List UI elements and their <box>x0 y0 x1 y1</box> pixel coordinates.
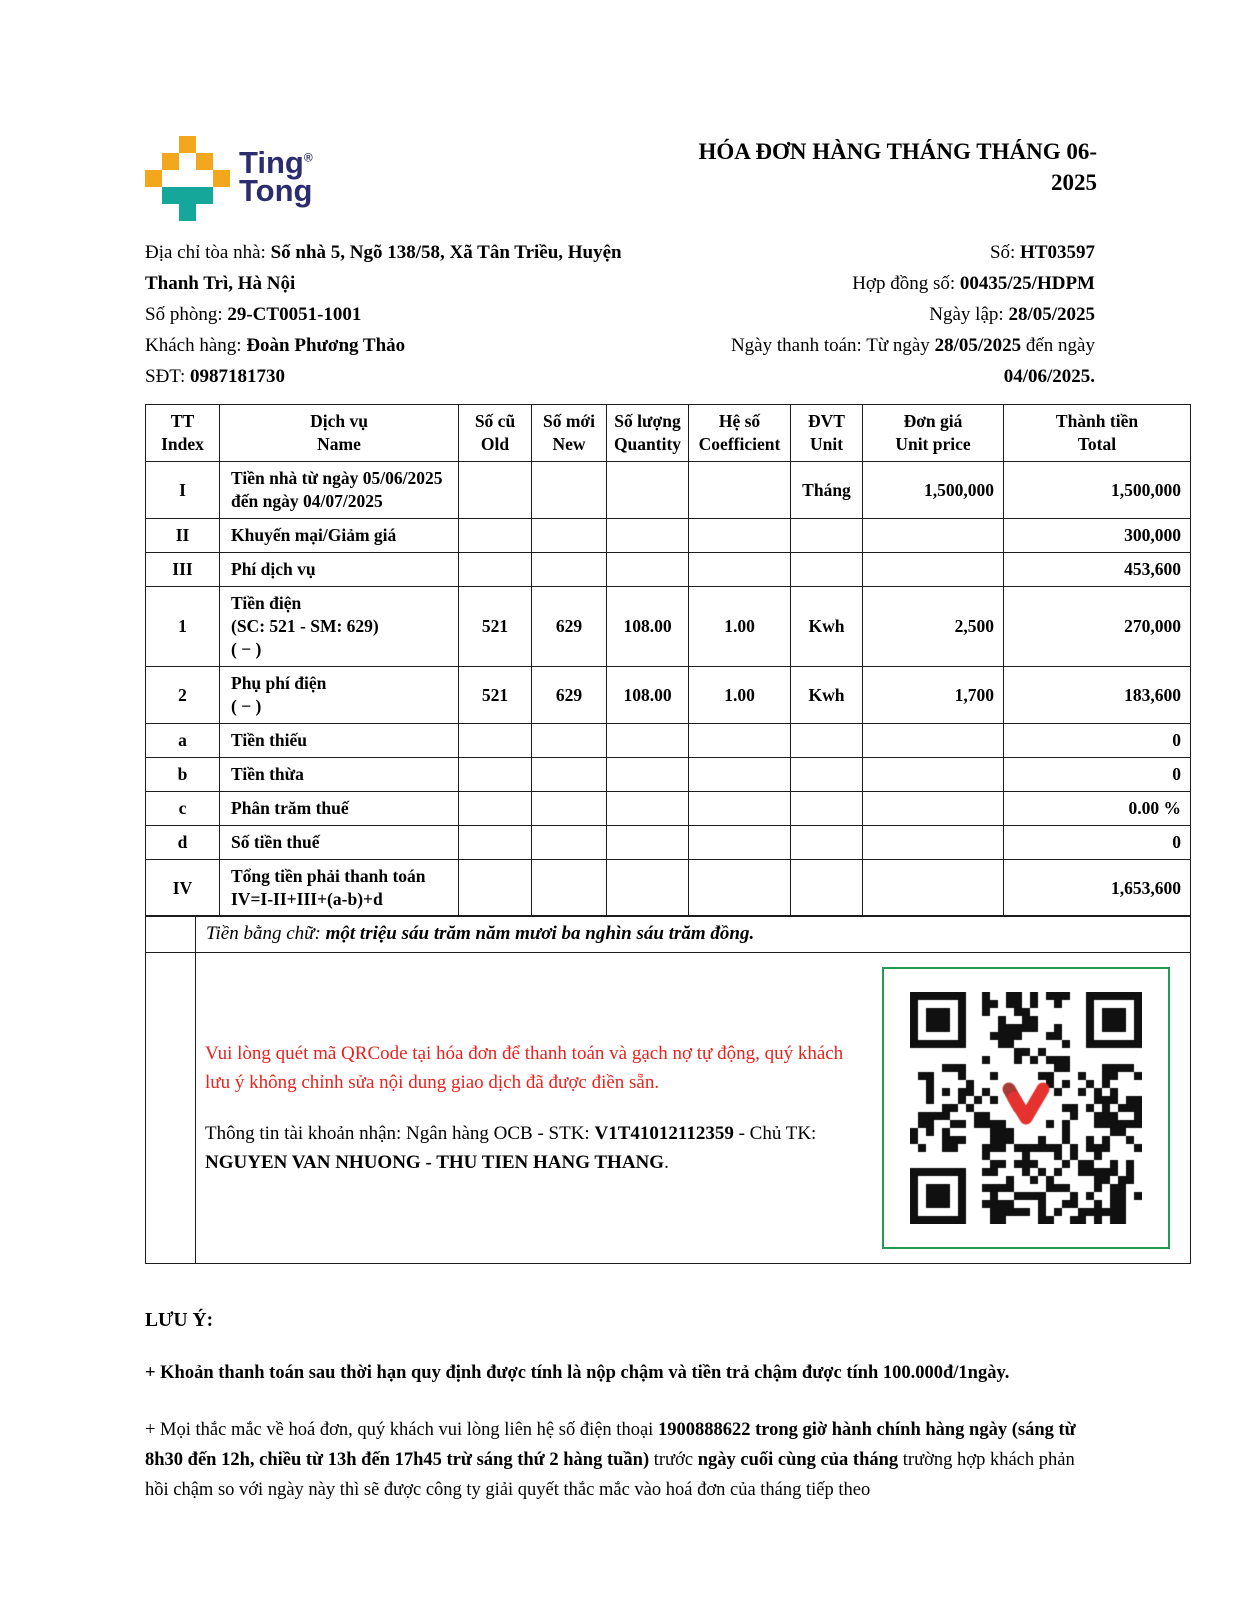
table-row <box>146 553 1191 587</box>
text-run: trước <box>649 1450 698 1471</box>
cell-unit: Tháng <box>791 462 863 519</box>
text-run: - Chủ TK: <box>733 1123 817 1145</box>
cell-total: 453,600 <box>1004 553 1191 587</box>
cell-old <box>459 519 532 553</box>
cell-unit <box>791 758 863 792</box>
cell-old <box>459 792 532 826</box>
cell-service-name <box>220 462 459 519</box>
cell-new <box>532 553 607 587</box>
logo-pixel <box>196 153 213 170</box>
column-header-en: Coefficient <box>698 434 781 454</box>
text-run: V1T41012112359 <box>594 1123 734 1145</box>
meta-line <box>145 299 673 330</box>
service-name-line: ( − ) <box>231 639 262 659</box>
column-header <box>863 405 1004 462</box>
cell-unit-price <box>863 724 1004 758</box>
column-header-vi: Dịch vụ <box>310 411 368 431</box>
cell-coefficient <box>689 860 791 917</box>
logo-word-line1: Ting® <box>239 145 313 181</box>
cell-quantity <box>607 860 689 917</box>
column-header-en: Quantity <box>613 434 682 454</box>
cell-quantity <box>607 724 689 758</box>
cell-index: a <box>146 724 220 758</box>
cell-unit-price <box>863 792 1004 826</box>
cell-quantity <box>607 792 689 826</box>
column-header-vi: Đơn giá <box>903 411 963 431</box>
meta-line <box>673 330 1095 392</box>
cell-coefficient <box>689 519 791 553</box>
amount-in-words-row <box>146 916 1191 953</box>
cell-index: III <box>146 553 220 587</box>
cell-total: 183,600 <box>1004 667 1191 724</box>
cell-old: 521 <box>459 667 532 724</box>
service-name-line: Phân trăm thuế <box>231 798 349 818</box>
logo-pixel <box>145 170 162 187</box>
cell-old: 521 <box>459 587 532 667</box>
cell-unit-price: 1,500,000 <box>863 462 1004 519</box>
amount-in-words-value: một triệu sáu trăm năm mươi ba nghìn sáu trăm đồng. <box>325 923 755 945</box>
text-run: 00435/25/HDPM <box>959 273 1095 294</box>
service-name-line: Tiền điện <box>231 593 302 613</box>
cell-coefficient: 1.00 <box>689 587 791 667</box>
meta-left-block <box>145 237 673 392</box>
column-header <box>689 405 791 462</box>
cell-unit: Kwh <box>791 667 863 724</box>
column-header-vi: Số cũ <box>474 411 516 431</box>
cell-new <box>532 792 607 826</box>
column-header-en: Unit <box>809 434 844 454</box>
column-header <box>1004 405 1191 462</box>
cell-index: II <box>146 519 220 553</box>
amount-in-words-label: Tiền bằng chữ: <box>206 923 326 945</box>
cell-old <box>459 724 532 758</box>
text-run: Số: <box>989 242 1021 263</box>
header <box>0 0 1236 221</box>
meta-line <box>673 237 1095 268</box>
column-header-en: Total <box>1077 434 1117 454</box>
cell-new <box>532 860 607 917</box>
cell-new: 629 <box>532 667 607 724</box>
cell-coefficient <box>689 758 791 792</box>
cell-coefficient: 1.00 <box>689 667 791 724</box>
text-run: Thông tin tài khoản nhận: Ngân hàng OCB - STK: <box>205 1123 595 1145</box>
cell-index: c <box>146 792 220 826</box>
cell-quantity <box>607 758 689 792</box>
table-row <box>146 758 1191 792</box>
text-run: Số nhà 5, Ngõ 138/58, Xã Tân Triều, Huyện Thanh Trì, Hà Nội <box>145 242 622 294</box>
amount-in-words-cell <box>196 916 1191 953</box>
table-row <box>146 860 1191 917</box>
column-header <box>532 405 607 462</box>
text-run: HT03597 <box>1020 242 1095 263</box>
table-row <box>146 667 1191 724</box>
text-run: 28/05/2025 <box>1008 304 1095 325</box>
cell-unit-price <box>863 860 1004 917</box>
qr-row <box>146 953 1191 1264</box>
cell-service-name <box>220 519 459 553</box>
cell-index: 2 <box>146 667 220 724</box>
service-name-line: đến ngày 04/07/2025 <box>231 491 383 511</box>
text-run: Khách hàng: <box>145 335 247 356</box>
text-run: 04/06/2025. <box>1003 366 1095 387</box>
cell-index: b <box>146 758 220 792</box>
column-header-vi: Số lượng <box>614 411 681 431</box>
column-header <box>220 405 459 462</box>
service-name-line: Tiền nhà từ ngày 05/06/2025 <box>231 468 443 488</box>
text-run: . <box>664 1152 669 1174</box>
cell-quantity <box>607 553 689 587</box>
logo-pixel <box>162 153 179 170</box>
text-run: 29-CT0051-1001 <box>227 304 362 325</box>
cell-unit <box>791 519 863 553</box>
column-header <box>146 405 220 462</box>
charges-table <box>145 404 1191 917</box>
cell-service-name <box>220 553 459 587</box>
cell-quantity: 108.00 <box>607 667 689 724</box>
text-run: Ngày thanh toán: Từ ngày <box>730 335 935 356</box>
meta-line <box>673 268 1095 299</box>
table-row <box>146 826 1191 860</box>
column-header-vi: TT <box>170 411 195 431</box>
service-name-line: Phụ phí điện <box>231 673 327 693</box>
qr-account-info <box>205 1119 850 1177</box>
text-run: SĐT: <box>145 366 190 387</box>
table-row <box>146 724 1191 758</box>
cell-total: 0 <box>1004 758 1191 792</box>
cell-unit <box>791 792 863 826</box>
logo-pixel <box>179 136 196 153</box>
cell-unit-price: 1,700 <box>863 667 1004 724</box>
text-run: đến ngày <box>1021 335 1095 356</box>
cell-new <box>532 462 607 519</box>
qr-code <box>910 992 1142 1224</box>
cell-new <box>532 758 607 792</box>
text-run: 1900888622 trong giờ hành chính hàng ngày (sáng từ 8h30 đến 12h, chiều từ 13h đến 17h45 trừ sáng thứ 2 hàng tuần) <box>145 1420 1076 1471</box>
column-header <box>607 405 689 462</box>
column-header-en: Unit price <box>895 434 971 454</box>
service-name-line: Khuyến mại/Giảm giá <box>231 525 397 545</box>
text-run: + Mọi thắc mắc về hoá đơn, quý khách vui lòng liên hệ số điện thoại <box>145 1420 658 1441</box>
cell-service-name <box>220 792 459 826</box>
cell-service-name <box>220 667 459 724</box>
cell-unit: Kwh <box>791 587 863 667</box>
service-name-line: Tổng tiền phải thanh toán <box>231 866 426 886</box>
column-header-en: New <box>552 434 586 454</box>
logo-pixel-arrow-icon <box>145 136 230 221</box>
column-header-vi: Số mới <box>543 411 595 431</box>
cell-quantity <box>607 462 689 519</box>
meta-right-block <box>673 237 1095 392</box>
meta-line <box>145 237 673 299</box>
cell-unit-price <box>863 519 1004 553</box>
cell-new <box>532 519 607 553</box>
cell-index: d <box>146 826 220 860</box>
qr-code-frame <box>882 967 1170 1249</box>
column-header-en: Index <box>161 434 204 454</box>
service-name-line: (SC: 521 - SM: 629) <box>231 616 379 636</box>
text-run: Đoàn Phương Thảo <box>246 335 406 356</box>
cell-unit-price <box>863 553 1004 587</box>
qr-instructions <box>205 1039 850 1177</box>
cell-old <box>459 758 532 792</box>
tingtong-logo <box>145 136 313 221</box>
logo-pixel <box>179 204 196 221</box>
cell-service-name <box>220 587 459 667</box>
qr-payment-note: Vui lòng quét mã QRCode tại hóa đơn để thanh toán và gạch nợ tự động, quý khách lưu ý không chỉnh sửa nội dung giao dịch đã được điền sẵn. <box>205 1043 844 1094</box>
column-header <box>791 405 863 462</box>
cell-coefficient <box>689 826 791 860</box>
column-header-vi: Thành tiền <box>1055 411 1139 431</box>
service-name-line: Tiền thiếu <box>231 730 308 750</box>
text-run: 28/05/2025 <box>934 335 1022 356</box>
meta-line <box>673 299 1095 330</box>
cell-new <box>532 724 607 758</box>
cell-new: 629 <box>532 587 607 667</box>
registered-mark: ® <box>303 151 313 165</box>
cell-quantity <box>607 519 689 553</box>
cell-total: 0 <box>1004 826 1191 860</box>
cell-index: 1 <box>146 587 220 667</box>
hotline-note <box>145 1415 1101 1505</box>
text-run: trường hợp khách phản hồi chậm so với ngày này thì sẽ được công ty giải quyết thắc mắc vào hoá đơn của tháng tiếp theo <box>145 1450 1075 1501</box>
cell-total: 1,653,600 <box>1004 860 1191 917</box>
column-header-vi: ĐVT <box>808 411 845 431</box>
cell-unit-price <box>863 758 1004 792</box>
cell-old <box>459 553 532 587</box>
service-name-line: Tiền thừa <box>231 764 304 784</box>
cell-total: 0.00 % <box>1004 792 1191 826</box>
invoice-title-line1: HÓA ĐƠN HÀNG THÁNG THÁNG 06- <box>698 139 1097 164</box>
table-row <box>146 519 1191 553</box>
cell-index: IV <box>146 860 220 917</box>
notes-heading: LƯU Ý: <box>145 1310 214 1332</box>
invoice-meta <box>0 221 1236 392</box>
qr-cell <box>196 953 1191 1264</box>
cell-unit <box>791 553 863 587</box>
cell-total: 300,000 <box>1004 519 1191 553</box>
table-header-row <box>146 405 1191 462</box>
text-run: Số phòng: <box>145 304 228 325</box>
meta-line <box>145 361 673 392</box>
late-payment-note: + Khoản thanh toán sau thời hạn quy định được tính là nộp chậm và tiền trả chậm được tính 100.000đ/1ngày. <box>145 1363 1010 1384</box>
cell-unit-price: 2,500 <box>863 587 1004 667</box>
table-row <box>146 587 1191 667</box>
text-run: Hợp đồng số: <box>852 273 960 294</box>
cell-total: 1,500,000 <box>1004 462 1191 519</box>
service-name-line: Số tiền thuế <box>231 832 320 852</box>
column-header-en: Old <box>480 434 510 454</box>
notes-section <box>0 1264 1101 1505</box>
cell-coefficient <box>689 462 791 519</box>
column-header-en: Name <box>317 434 361 454</box>
cell-unit-price <box>863 826 1004 860</box>
invoice-title <box>652 136 1097 198</box>
text-run: 0987181730 <box>189 366 285 387</box>
invoice-title-line2: 2025 <box>1051 170 1097 195</box>
empty-cell <box>146 916 196 953</box>
text-run: Ngày lập: <box>929 304 1009 325</box>
logo-wordmark <box>239 144 313 209</box>
text-run: NGUYEN VAN NHUONG - THU TIEN HANG THANG <box>205 1152 665 1174</box>
cell-coefficient <box>689 724 791 758</box>
cell-quantity <box>607 826 689 860</box>
cell-index: I <box>146 462 220 519</box>
cell-new <box>532 826 607 860</box>
service-name-line: IV=I-II+III+(a-b)+d <box>231 889 383 909</box>
cell-service-name <box>220 826 459 860</box>
empty-cell <box>146 953 196 1264</box>
meta-line <box>145 330 673 361</box>
logo-pixel <box>162 187 213 204</box>
cell-service-name <box>220 860 459 917</box>
cell-total: 0 <box>1004 724 1191 758</box>
logo-word-line2: Tong <box>239 173 313 209</box>
cell-service-name <box>220 758 459 792</box>
table-row <box>146 462 1191 519</box>
text-run: Địa chỉ tòa nhà: <box>145 242 271 263</box>
cell-unit <box>791 860 863 917</box>
cell-old <box>459 826 532 860</box>
summary-table <box>145 915 1191 1264</box>
cell-coefficient <box>689 792 791 826</box>
service-name-line: ( − ) <box>231 696 262 716</box>
text-run: ngày cuối cùng của tháng <box>697 1450 899 1471</box>
service-name-line: Phí dịch vụ <box>231 559 316 579</box>
cell-unit <box>791 724 863 758</box>
cell-old <box>459 860 532 917</box>
column-header <box>459 405 532 462</box>
cell-service-name <box>220 724 459 758</box>
logo-pixel <box>213 170 230 187</box>
cell-total: 270,000 <box>1004 587 1191 667</box>
column-header-vi: Hệ số <box>718 411 761 431</box>
cell-coefficient <box>689 553 791 587</box>
cell-quantity: 108.00 <box>607 587 689 667</box>
cell-unit <box>791 826 863 860</box>
table-row <box>146 792 1191 826</box>
cell-old <box>459 462 532 519</box>
